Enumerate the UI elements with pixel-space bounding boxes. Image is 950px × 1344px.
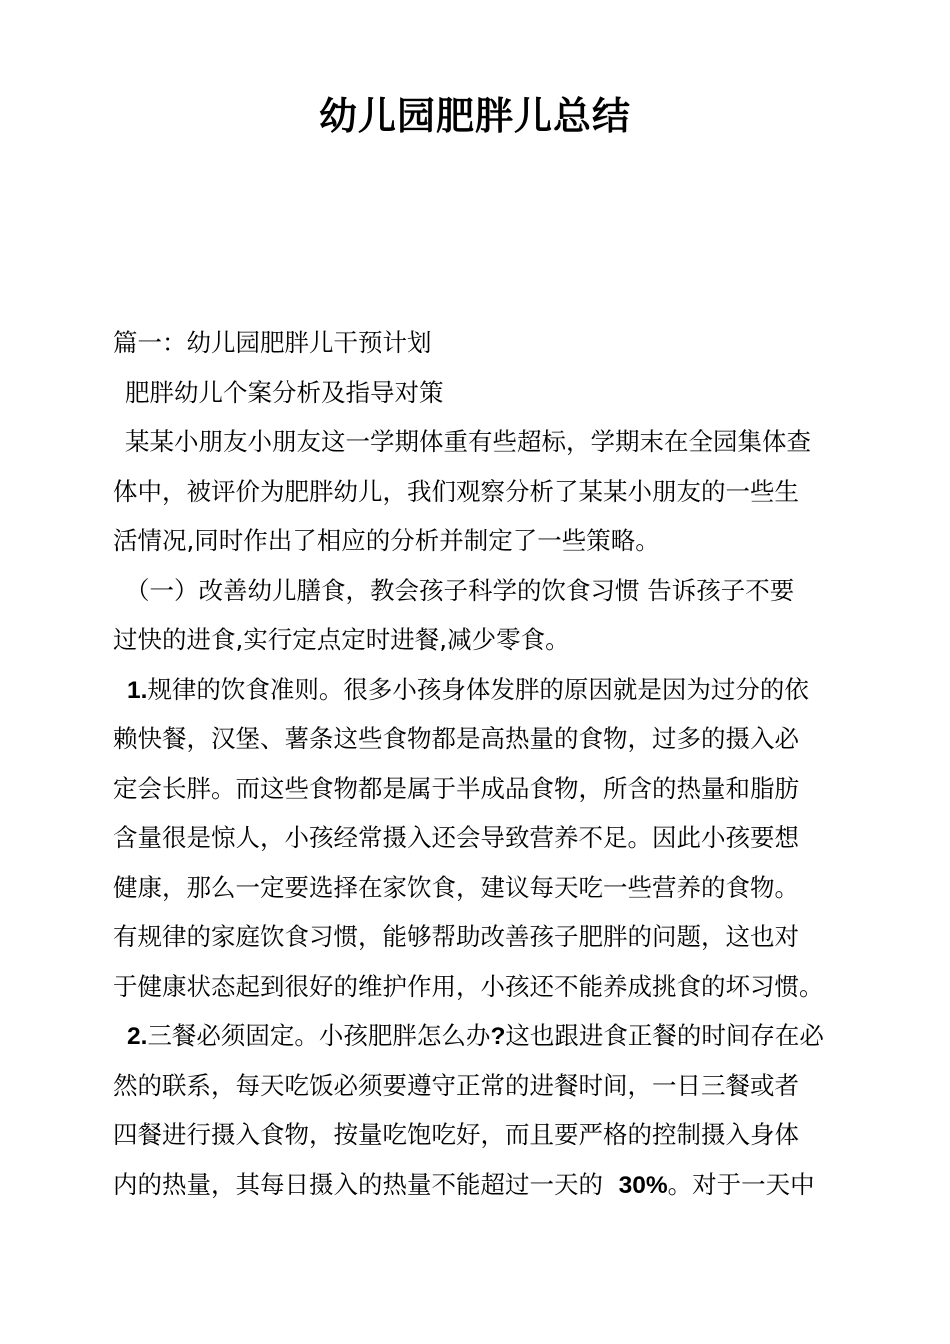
paragraph-line: 然的联系，每天吃饭必须要遵守正常的进餐时间，一日三餐或者 <box>113 1070 799 1100</box>
paragraph-line: 有规律的家庭饮食习惯，能够帮助改善孩子肥胖的问题，这也对 <box>113 922 799 951</box>
paragraph-line: 于健康状态起到很好的维护作用，小孩还不能养成挑食的坏习惯。 <box>113 971 824 1001</box>
subheading: 肥胖幼儿个案分析及指导对策 <box>125 377 444 407</box>
item-number: 2. <box>127 1023 148 1050</box>
document-title: 幼儿园肥胖儿总结 <box>318 94 631 138</box>
percent-value: 30% <box>618 1171 668 1199</box>
paragraph-line <box>113 665 843 715</box>
paragraph-line: 四餐进行摄入食物，按量吃饱吃好，而且要严格的控制摄入身体 <box>113 1120 799 1149</box>
paragraph-text: 这也跟进食正餐的时间存在必 <box>505 1021 824 1050</box>
paragraph-line: 含量很是惊人，小孩经常摄入还会导致营养不足。因此小孩要想 <box>113 823 799 852</box>
paragraph-line <box>113 1160 843 1210</box>
paragraph-line: 活情况,同时作出了相应的分析并制定了一些策略。 <box>113 526 660 555</box>
paragraph-text: 三餐必须固定。小孩肥胖怎么办 <box>147 1021 491 1050</box>
paragraph-text: 规律的饮食准则。很多小孩身体发胖的原因就是因为过分的依 <box>147 674 809 704</box>
paragraph-line: 过快的进食,实行定点定时进餐,减少零食。 <box>113 625 570 654</box>
paragraph-line: 健康，那么一定要选择在家饮食，建议每天吃一些营养的食物。 <box>113 872 799 902</box>
paragraph-line <box>113 1011 843 1061</box>
question-mark: ? <box>490 1023 506 1050</box>
paragraph-line: 某某小朋友小朋友这一学期体重有些超标，学期末在全园集体查 <box>125 427 811 456</box>
paragraph-text: 内的热量，其每日摄入的热量不能超过一天的 <box>113 1169 603 1199</box>
document-body <box>113 318 843 1209</box>
paragraph-line: 体中，被评价为肥胖幼儿，我们观察分析了某某小朋友的一些生 <box>113 476 799 506</box>
paragraph-line: （一）改善幼儿膳食，教会孩子科学的饮食习惯 告诉孩子不要 <box>125 575 795 605</box>
section-heading: 篇一：幼儿园肥胖儿干预计划 <box>113 328 432 357</box>
paragraph-line: 赖快餐，汉堡、薯条这些食物都是高热量的食物，过多的摄入必 <box>113 724 799 753</box>
item-number: 1. <box>127 676 148 704</box>
paragraph-text: 。对于一天中 <box>667 1169 815 1199</box>
paragraph-line: 定会长胖。而这些食物都是属于半成品食物，所含的热量和脂肪 <box>113 773 799 803</box>
